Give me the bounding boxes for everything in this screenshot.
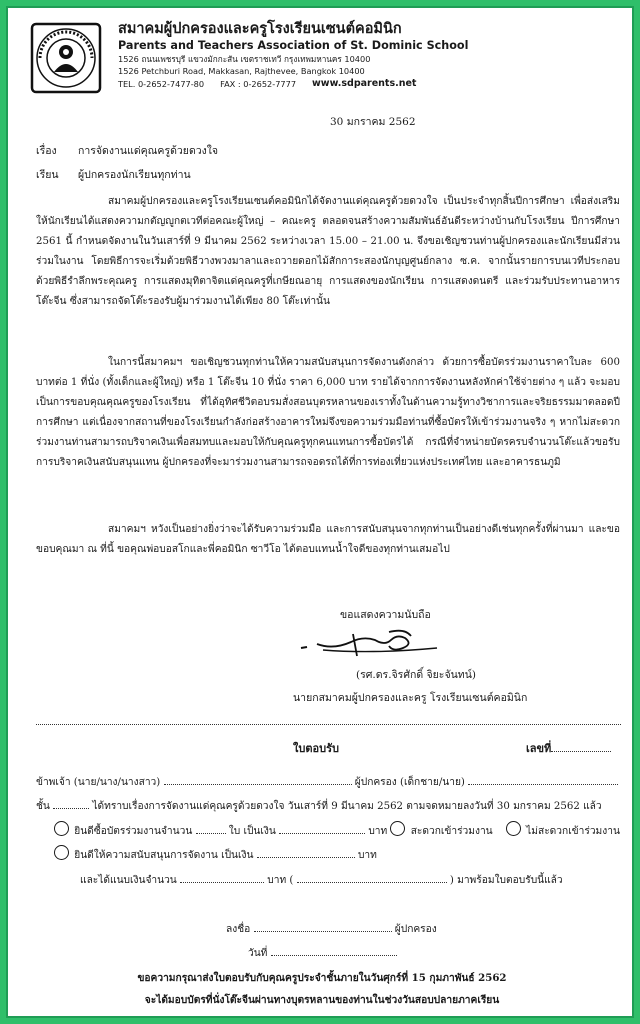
- donate-option-row: [54, 845, 377, 863]
- website-link[interactable]: www.sdparents.net: [312, 78, 417, 89]
- buy-tickets-label: ยินดีซื้อบัตรร่วมงานจำนวน: [74, 826, 193, 837]
- paragraph-3: สมาคมฯ หวังเป็นอย่างยิ่งว่าจะได้รับความร่วมมือ และการสนับสนุนจากทุกท่านเป็นอย่างดีเช่นทุกครั้งที่ผ่านมา และขอขอบคุณมา ณ ที่นี้ ขอคุณพ่อบอสโกและพี่คอมินิก ซาวีโอ ได้ตอบแทนน้ำใจดีของทุกท่านเสมอไป: [36, 524, 620, 555]
- contact-line: [118, 77, 628, 91]
- subject-label: เรื่อง: [36, 145, 57, 157]
- attend-label: สะดวกเข้าร่วมงาน: [410, 826, 493, 837]
- date-field[interactable]: [271, 944, 397, 956]
- paragraph-1: สมาคมผู้ปกครองและครูโรงเรียนเซนต์คอมินิกได้จัดงานแด่คุณครูด้วยดวงใจ เป็นประจำทุกสิ้นปีการศึกษา เพื่อส่งเสริมให้นักเรียนได้แสดงความกตัญญูกตเวทีต่อคณะผู้ใหญ่ – คณะครู ตลอดจนสร้างความสัมพันธ์อันดีระหว่างบ้านกับโรงเรียน ปีการศึกษา 2561 นี้ กำหนดจัดงานในวันเสาร์ที่ 9 มีนาคม 2562 ระหว่างเวลา 15.00 – 21.00 น. จึงขอเชิญชวนท่านผู้ปกครองและนักเรียนมีส่วนร่วมในงาน โดยพิธีการจะเริ่มด้วยพิธีวางพวงมาลาและถวายดอกไม้สักการะสองนักบุญศูนย์กลาง ซ.ค. จากนั้นรายการบนเวทีประกอบด้วยพิธีรำลึกพระคุณครู การแสดงมุทิตาจิตแด่คุณครูที่เกษียณอายุ การแสดงของนักเรียน การแสดงดนตรี และร่วมรับประทานอาหารโต๊ะจีน ซึ่งสามารถจัดโต๊ะรองรับผู้มาร่วมงานได้เพียง 80 โต๊ะเท่านั้น: [36, 196, 620, 307]
- form-number-label: เลขที่: [526, 742, 552, 755]
- date-row: [248, 944, 397, 961]
- class-field[interactable]: [53, 797, 89, 809]
- acknowledge-text: ได้ทราบเรื่องการจัดงานแด่คุณครูด้วยดวงใจ วันเสาร์ที่ 9 มีนาคม 2562 ตามจดหมายลงวันที่ 30 มกราคม 2562 แล้ว: [92, 801, 602, 812]
- telephone: TEL. 0-2652-7477-80: [118, 79, 205, 89]
- ticket-unit-label: ใบ เป็นเงิน: [228, 826, 276, 837]
- org-name-english: Parents and Teachers Association of St. Dominic School: [118, 39, 469, 52]
- fax: FAX : 0-2652-7777: [220, 79, 297, 89]
- subject-line: [36, 142, 218, 159]
- letter-body-2: [36, 353, 620, 473]
- name-row: [36, 773, 618, 790]
- buy-option-row: [54, 821, 620, 839]
- recipient-text: ผู้ปกครองนักเรียนทุกท่าน: [78, 169, 191, 181]
- form-number: [526, 739, 611, 757]
- letter-body: [36, 192, 620, 312]
- subject-text: การจัดงานแด่คุณครูด้วยดวงใจ: [78, 145, 219, 157]
- org-name-thai: สมาคมผู้ปกครองและครูโรงเรียนเซนต์คอมินิก: [118, 21, 402, 37]
- recipient-line: [36, 166, 191, 183]
- not-attend-label: ไม่สะดวกเข้าร่วมงาน: [526, 826, 620, 837]
- name-label: ข้าพเจ้า (นาย/นาง/นางสาว): [36, 777, 161, 788]
- date-label: วันที่: [248, 948, 268, 959]
- attach-baht-label: บาท (: [267, 875, 294, 886]
- name-field[interactable]: [164, 773, 352, 785]
- address-thai: 1526 ถนนเพชรบุรี แขวงมักกะสัน เขตราชเทวี กรุงเทพมหานคร 10400: [118, 54, 371, 64]
- guardian-of-label: ผู้ปกครอง (เด็กชาย/นาย): [354, 777, 465, 788]
- form-number-field[interactable]: [551, 740, 611, 752]
- donate-baht-label: บาท: [357, 850, 377, 861]
- class-row: [36, 797, 602, 814]
- footer-note-2: จะได้มอบบัตรที่นั่งโต๊ะจีนผ่านทางบุตรหลานของท่านในช่วงวันสอบปลายภาคเรียน: [144, 994, 500, 1006]
- handwritten-signature: [293, 626, 443, 662]
- footer-note-1: ขอความกรุณาส่งใบตอบรับกับคุณครูประจำชั้นภายในวันศุกร์ที่ 15 กุมภาพันธ์ 2562: [137, 972, 507, 984]
- closing-salutation: ขอแสดงความนับถือ: [340, 609, 431, 621]
- sign-label: ลงชื่อ: [226, 924, 251, 935]
- class-label: ชั้น: [36, 801, 50, 812]
- ticket-count-field[interactable]: [196, 822, 226, 834]
- signature-field[interactable]: [254, 920, 392, 932]
- sign-row: [226, 920, 437, 937]
- attach-amount-words-field[interactable]: [297, 871, 447, 883]
- reply-form-title: ใบตอบรับ: [293, 742, 339, 755]
- paragraph-2: ในการนี้สมาคมฯ ขอเชิญชวนทุกท่านให้ความสนับสนุนการจัดงานดังกล่าว ด้วยการซื้อบัตรร่วมงานราคาใบละ 600 บาทต่อ 1 ที่นั่ง (ทั้งเด็กและผู้ใหญ่) หรือ 1 โต๊ะจีน 10 ที่นั่ง ราคา 6,000 บาท รายได้จากการจัดงานหลังหักค่าใช้จ่ายต่าง ๆ แล้ว จะมอบเป็นการขอบคุณคุณครูของโรงเรียน ที่ได้อุทิศชีวิตอบรมสั่งสอนบุตรหลานของเราทั้งในด้านความรู้ทางวิชาการและจริยธรรมมาตลอดปีการศึกษา แต่เนื่องจากสถานที่ของโรงเรียนกำลังก่อสร้างอาคารใหม่จึงขอความร่วมมือท่านที่ซื้อบัตรให้เข้าร่วมงานจริง ๆ หากไม่สะดวกร่วมงานท่านสามารถบริจาคเงินเพื่อสมทบและมอบให้กับคุณครูทุกคนแทนการซื้อบัตรได้ กรณีที่จำหน่ายบัตรครบจำนวนโต๊ะแล้วขอรับการบริจาคเงินสนับสนุนแทน ผู้ปกครองที่จะมาร่วมงานสามารถจอดรถได้ที่การท่องเที่ยวแห่งประเทศไทย และอาคารธนภูมิ: [36, 357, 620, 468]
- donate-checkbox[interactable]: [54, 845, 69, 860]
- recipient-label: เรียน: [36, 169, 59, 181]
- signer-name: (รศ.ดร.จิรศักดิ์ จิยะจันทน์): [356, 669, 476, 681]
- baht-label: บาท: [368, 826, 388, 837]
- buy-tickets-checkbox[interactable]: [54, 821, 69, 836]
- tear-off-line: [36, 724, 621, 725]
- signer-title: นายกสมาคมผู้ปกครองและครู โรงเรียนเซนต์คอมินิก: [293, 692, 528, 704]
- address-english: 1526 Petchburi Road, Makkasan, Rajthevee, Bangkok 10400: [118, 66, 365, 76]
- letter-date: 30 มกราคม 2562: [330, 116, 416, 128]
- donate-amount-field[interactable]: [257, 846, 355, 858]
- letter-body-3: [36, 520, 620, 560]
- attend-checkbox[interactable]: [390, 821, 405, 836]
- attach-amount-field[interactable]: [180, 871, 264, 883]
- student-name-field[interactable]: [468, 773, 618, 785]
- donate-label: ยินดีให้ความสนับสนุนการจัดงาน เป็นเงิน: [74, 850, 254, 861]
- attach-suffix: ) มาพร้อมใบตอบรับนี้แล้ว: [449, 875, 563, 886]
- letter-page: [6, 6, 634, 1018]
- attachment-row: [80, 871, 563, 888]
- attach-label: และได้แนบเงินจำนวน: [80, 875, 177, 886]
- guardian-label: ผู้ปกครอง: [394, 924, 437, 935]
- not-attend-checkbox[interactable]: [506, 821, 521, 836]
- letterhead: [30, 20, 630, 98]
- school-logo: [30, 22, 102, 94]
- ticket-amount-field[interactable]: [279, 822, 365, 834]
